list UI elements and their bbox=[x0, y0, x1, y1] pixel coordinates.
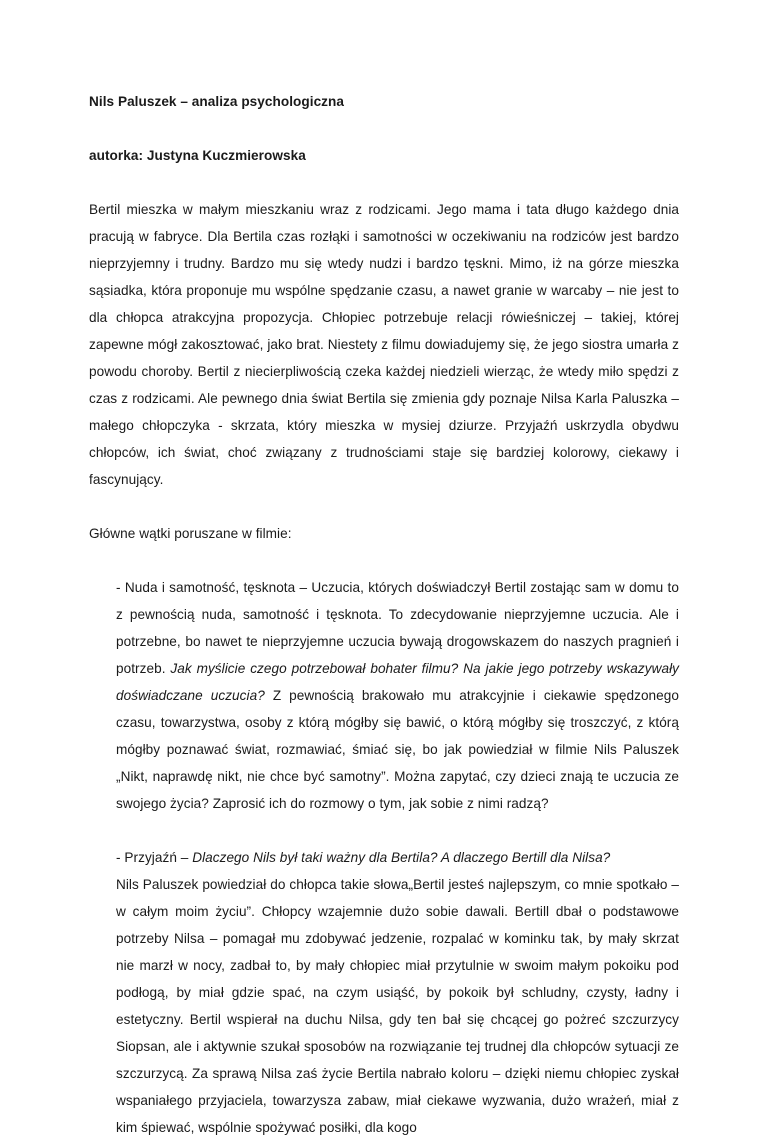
topic-friendship-body: Nils Paluszek powiedział do chłopca takie słowa„Bertil jesteś najlepszym, co mnie spotkało – w całym moim życiu”. Chłopcy wzajemnie dużo sobie dawali. Bertill dbał o podstawowe potrzeby Nilsa – pomagał mu zdobywać jedzenie, rozpalać w kominku tak, by mały skrzat nie marzł w nocy, zadbał to, by mały chłopiec miał przytulnie w swoim małym pokoiku pod podłogą, by miał gdzie spać, na czym usiąść, by pokoik był schludny, czysty, ładny i estetyczny. Bertil wspierał na duchu Nilsa, gdy ten bał się chcącej go pożreć szczurzycy Siopsan, ale i aktywnie szukał sposobów na rozwiązanie tej trudnej dla chłopców sytuacji ze szczurzycą. Za sprawą Nilsa zaś życie Bertila nabrało koloru – dzięki niemu chłopiec zyskał wspaniałego przyjaciela, towarzysza zabaw, miał ciekawe wyzwania, dużo wrażeń, miał z kim śpiewać, wspólnie spożywać posiłki, dla kogo bbox=[116, 877, 679, 1135]
topics-heading: Główne wątki poruszane w filmie: bbox=[89, 526, 292, 541]
document-author: autorka: Justyna Kuczmierowska bbox=[89, 148, 306, 163]
topic-loneliness-lead: - Nuda i samotność, tęsknota – Uczucia, których doświadczył Bertil zostając sam w domu to z pewnością nuda, samotność i tęsknota. To zdecydowanie nieprzyjemne uczucia. Ale i potrzebne, bo nawet te nieprzyjemne uczucia bywają drogowskazem do naszych pragnień i potrzeb. bbox=[116, 580, 679, 676]
topic-friendship-lead: - Przyjaźń – bbox=[116, 850, 193, 865]
topic-loneliness-paragraph bbox=[116, 574, 679, 817]
topic-friendship-question: Dlaczego Nils był taki ważny dla Bertila? A dlaczego Bertill dla Nilsa? bbox=[192, 850, 611, 865]
intro-paragraph: Bertil mieszka w małym mieszkaniu wraz z rodzicami. Jego mama i tata długo każdego dnia pracują w fabryce. Dla Bertila czas rozłąki i samotności w oczekiwaniu na rodziców jest bardzo nieprzyjemny i trudny. Bardzo mu się wtedy nudzi i bardzo tęskni. Mimo, iż na górze mieszka sąsiadka, która proponuje mu wspólne spędzanie czasu, a nawet granie w warcaby – nie jest to dla chłopca atrakcyjna propozycja. Chłopiec potrzebuje relacji rówieśniczej – takiej, której zapewne mógł zakosztować, jako brat. Niestety z filmu dowiadujemy się, że jego siostra umarła z powodu choroby. Bertil z niecierpliwością czeka każdej niedzieli wierząc, że wtedy miło spędzi z czas z rodzicami. Ale pewnego dnia świat Bertila się zmienia gdy poznaje Nilsa Karla Paluszka – małego chłopczyka - skrzata, który mieszka w mysiej dziurze. Przyjaźń uskrzydla obydwu chłopców, ich świat, choć związany z trudnościami staje się bardziej kolorowy, ciekawy i fascynujący. bbox=[89, 202, 679, 487]
document-title: Nils Paluszek – analiza psychologiczna bbox=[89, 94, 344, 109]
topic-friendship-heading bbox=[116, 844, 679, 871]
topic-loneliness-question: Jak myślicie czego potrzebował bohater filmu? Na jakie jego potrzeby wskazywały doświadczane uczucia? bbox=[116, 661, 679, 703]
topic-loneliness-rest: Z pewnością brakowało mu atrakcyjnie i ciekawie spędzonego czasu, towarzystwa, osoby z którą mógłby się bawić, o którą mógłby się troszczyć, z którą mógłby poznawać świat, rozmawiać, śmiać się, bo jak powiedział w filmie Nils Paluszek „Nikt, naprawdę nikt, nie chce być samotny”. Można zapytać, czy dzieci znają te uczucia ze swojego życia? Zaprosić ich do rozmowy o tym, jak sobie z nimi radzą? bbox=[116, 688, 679, 811]
document-content bbox=[89, 88, 679, 1141]
